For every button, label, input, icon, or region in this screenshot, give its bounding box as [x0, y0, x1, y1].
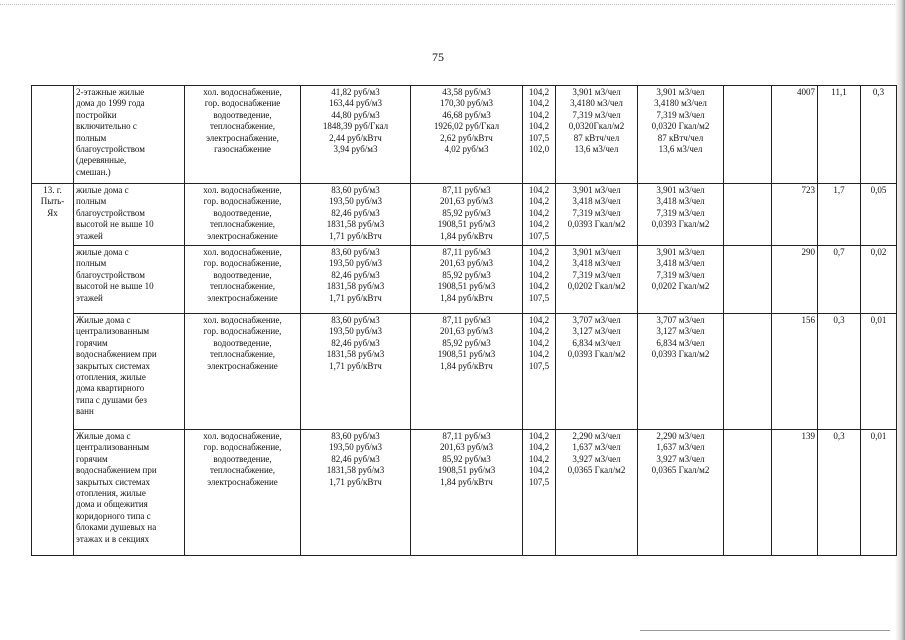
category-cell: 2-этажные жилые дома до 1999 года постройки включительно с полным благоустройством (деревянные, смешан.)	[74, 86, 185, 184]
norm-b-cell: 2,290 м3/чел 1,637 м3/чел 3,927 м3/чел 0,0365 Гкал/м2	[638, 430, 724, 556]
value-2-cell: 0,7	[818, 246, 861, 314]
norm-a-cell: 3,901 м3/чел 3,418 м3/чел 7,319 м3/чел 0,0393 Гкал/м2	[556, 184, 638, 246]
table-row	[32, 430, 897, 556]
settlement-cell: 13. г. Пыть- Ях	[32, 184, 74, 556]
settlement-cell-empty	[32, 86, 74, 184]
index-cell: 104,2 104,2 104,2 104,2 107,5 102,0	[523, 86, 556, 184]
services-cell: хол. водоснабжение, гор. водоснабжение, водоотведение, теплоснабжение, электроснабжение	[185, 184, 301, 246]
value-3-cell: 0,02	[861, 246, 897, 314]
table-row	[32, 184, 897, 246]
blank-cell	[724, 246, 772, 314]
services-cell: хол. водоснабжение, гор. водоснабжение, водоотведение, теплоснабжение, электроснабжение	[185, 430, 301, 556]
page-number: 75	[432, 50, 444, 64]
norm-b-cell: 3,901 м3/чел 3,418 м3/чел 7,319 м3/чел 0,0202 Гкал/м2	[638, 246, 724, 314]
services-cell: хол. водоснабжение, гор. водоснабжение, водоотведение, теплоснабжение, электроснабжение	[185, 246, 301, 314]
value-1-cell: 4007	[772, 86, 818, 184]
tariff-b-cell: 87,11 руб/м3 201,63 руб/м3 85,92 руб/м3 1908,51 руб/м3 1,84 руб/кВтч	[411, 430, 523, 556]
blank-cell	[724, 86, 772, 184]
blank-cell	[724, 430, 772, 556]
norm-a-cell: 2,290 м3/чел 1,637 м3/чел 3,927 м3/чел 0,0365 Гкал/м2	[556, 430, 638, 556]
value-2-cell: 0,3	[818, 430, 861, 556]
category-cell: жилые дома с полным благоустройством высотой не выше 10 этажей	[74, 184, 185, 246]
value-1-cell: 290	[772, 246, 818, 314]
scan-top-edge	[0, 4, 905, 23]
index-cell: 104,2 104,2 104,2 104,2 107,5	[523, 246, 556, 314]
tariff-b-cell: 43,58 руб/м3 170,30 руб/м3 46,68 руб/м3 1926,02 руб/Гкал 2,62 руб/кВтч 4,02 руб/м3	[411, 86, 523, 184]
norm-a-cell: 3,901 м3/чел 3,4180 м3/чел 7,319 м3/чел 0,0320Гкал/м2 87 кВтч/чел 13,6 м3/чел	[556, 86, 638, 184]
value-3-cell: 0,05	[861, 184, 897, 246]
value-1-cell: 723	[772, 184, 818, 246]
tariff-a-cell: 83,60 руб/м3 193,50 руб/м3 82,46 руб/м3 1831,58 руб/м3 1,71 руб/кВтч	[301, 430, 411, 556]
table-row	[32, 86, 897, 184]
services-cell: хол. водоснабжение, гор. водоснабжение водоотведение, теплоснабжение, электроснабжение, газоснабжение	[185, 86, 301, 184]
index-cell: 104,2 104,2 104,2 104,2 107,5	[523, 430, 556, 556]
category-cell: Жилые дома с централизованным горячим водоснабжением при закрытых системах отопления, жилые дома и общежития коридорного типа с блоками душевых на этажах и в секциях	[74, 430, 185, 556]
tariff-b-cell: 87,11 руб/м3 201,63 руб/м3 85,92 руб/м3 1908,51 руб/м3 1,84 руб/кВтч	[411, 246, 523, 314]
value-2-cell: 1,7	[818, 184, 861, 246]
tariff-b-cell: 87,11 руб/м3 201,63 руб/м3 85,92 руб/м3 1908,51 руб/м3 1,84 руб/кВтч	[411, 184, 523, 246]
value-3-cell: 0,3	[861, 86, 897, 184]
tariff-a-cell: 83,60 руб/м3 193,50 руб/м3 82,46 руб/м3 1831,58 руб/м3 1,71 руб/кВтч	[301, 246, 411, 314]
category-cell: Жилые дома с централизованным горячим водоснабжением при закрытых системах отопления, жилые дома квартирного типа с душами без ванн	[74, 314, 185, 430]
services-cell: хол. водоснабжение, гор. водоснабжение, водоотведение, теплоснабжение, электроснабжение	[185, 314, 301, 430]
tariff-a-cell: 83,60 руб/м3 193,50 руб/м3 82,46 руб/м3 1831,58 руб/м3 1,71 руб/кВтч	[301, 314, 411, 430]
value-1-cell: 139	[772, 430, 818, 556]
tariff-table	[31, 85, 897, 556]
tariff-a-cell: 41,82 руб/м3 163,44 руб/м3 44,80 руб/м3 1848,39 руб/Гкал 2,44 руб/кВтч 3,94 руб/м3	[301, 86, 411, 184]
index-cell: 104,2 104,2 104,2 104,2 107,5	[523, 184, 556, 246]
value-2-cell: 0,3	[818, 314, 861, 430]
table-row	[32, 314, 897, 430]
blank-cell	[724, 184, 772, 246]
value-1-cell: 156	[772, 314, 818, 430]
norm-b-cell: 3,901 м3/чел 3,418 м3/чел 7,319 м3/чел 0,0393 Гкал/м2	[638, 184, 724, 246]
value-2-cell: 11,1	[818, 86, 861, 184]
norm-a-cell: 3,707 м3/чел 3,127 м3/чел 6,834 м3/чел 0,0393 Гкал/м2	[556, 314, 638, 430]
tariff-a-cell: 83,60 руб/м3 193,50 руб/м3 82,46 руб/м3 1831,58 руб/м3 1,71 руб/кВтч	[301, 184, 411, 246]
category-cell: жилые дома с полным благоустройством высотой не выше 10 этажей	[74, 246, 185, 314]
norm-b-cell: 3,901 м3/чел 3,4180 м3/чел 7,319 м3/чел 0,0320 Гкал/м2 87 кВтч/чел 13,6 м3/чел	[638, 86, 724, 184]
norm-b-cell: 3,707 м3/чел 3,127 м3/чел 6,834 м3/чел 0,0393 Гкал/м2	[638, 314, 724, 430]
index-cell: 104,2 104,2 104,2 104,2 107,5	[523, 314, 556, 430]
norm-a-cell: 3,901 м3/чел 3,418 м3/чел 7,319 м3/чел 0,0202 Гкал/м2	[556, 246, 638, 314]
blank-cell	[724, 314, 772, 430]
scan-bottom-edge	[640, 630, 890, 632]
table-row	[32, 246, 897, 314]
value-3-cell: 0,01	[861, 314, 897, 430]
value-3-cell: 0,01	[861, 430, 897, 556]
tariff-b-cell: 87,11 руб/м3 201,63 руб/м3 85,92 руб/м3 1908,51 руб/м3 1,84 руб/кВтч	[411, 314, 523, 430]
